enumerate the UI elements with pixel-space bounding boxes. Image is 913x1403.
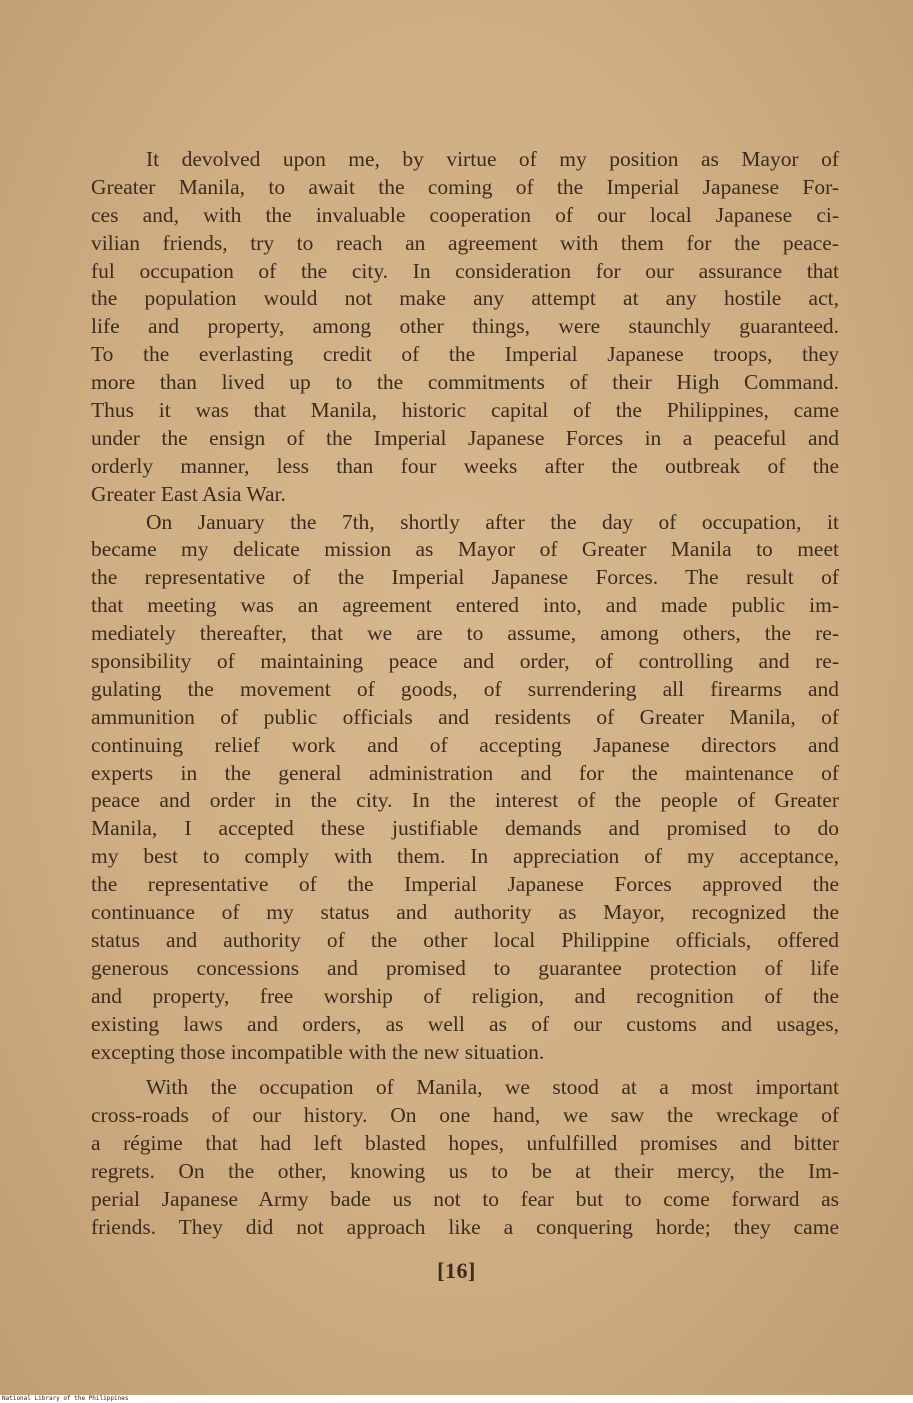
text-line: On January the 7th, shortly after the day of occupation, it: [146, 509, 839, 534]
text-line: continuance of my status and authority as Mayor, recognized the: [91, 900, 839, 925]
text-line: that meeting was an agreement entered into, and made public im-: [91, 593, 839, 618]
text-line: With the occupation of Manila, we stood at a most important: [146, 1075, 839, 1100]
text-line: under the ensign of the Imperial Japanese Forces in a peaceful and: [91, 425, 839, 450]
text-line: life and property, among other things, were staunchly guaranteed.: [91, 314, 839, 339]
text-line: continuing relief work and of accepting Japanese directors and: [91, 732, 839, 757]
library-credit: National Library of the Philippines: [2, 1395, 129, 1402]
text-line: a régime that had left blasted hopes, unfulfilled promises and bitter: [91, 1131, 839, 1156]
text-line: existing laws and orders, as well as of our customs and usages,: [91, 1011, 839, 1036]
text-line: ces and, with the invaluable cooperation of our local Japanese ci-: [91, 202, 839, 227]
page-number: [16]: [437, 1258, 476, 1283]
text-line: peace and order in the city. In the interest of the people of Greater: [91, 788, 839, 813]
text-line: and property, free worship of religion, and recognition of the: [91, 983, 839, 1008]
text-line: cross-roads of our history. On one hand, we saw the wreckage of: [91, 1103, 839, 1128]
text-line: mediately thereafter, that we are to assume, among others, the re-: [91, 621, 839, 646]
text-line: more than lived up to the commitments of their High Command.: [91, 370, 839, 395]
text-line: the population would not make any attempt at any hostile act,: [91, 286, 839, 311]
text-line: Manila, I accepted these justifiable demands and promised to do: [91, 816, 839, 841]
text-line: friends. They did not approach like a conquering horde; they came: [91, 1214, 839, 1239]
text-line: ful occupation of the city. In consideration for our assurance that: [91, 258, 839, 283]
text-line: Thus it was that Manila, historic capital of the Philippines, came: [91, 398, 839, 423]
text-line: Greater East Asia War.: [91, 481, 286, 506]
paragraph-gap: [91, 1066, 839, 1074]
text-line: regrets. On the other, knowing us to be at their mercy, the Im-: [91, 1159, 839, 1184]
text-line: orderly manner, less than four weeks after the outbreak of the: [91, 453, 839, 478]
text-line: perial Japanese Army bade us not to fear but to come forward as: [91, 1186, 839, 1211]
text-line: the representative of the Imperial Japanese Forces. The result of: [91, 565, 839, 590]
text-line: became my delicate mission as Mayor of Greater Manila to meet: [91, 537, 839, 562]
text-line: status and authority of the other local Philippine officials, offered: [91, 927, 839, 952]
text-line: my best to comply with them. In appreciation of my acceptance,: [91, 844, 839, 869]
text-line: ammunition of public officials and residents of Greater Manila, of: [91, 704, 839, 729]
text-line: vilian friends, try to reach an agreement with them for the peace-: [91, 230, 839, 255]
text-line: It devolved upon me, by virtue of my position as Mayor of: [146, 147, 839, 171]
text-line: generous concessions and promised to guarantee protection of life: [91, 955, 839, 980]
text-line: To the everlasting credit of the Imperial Japanese troops, they: [91, 342, 839, 367]
text-line: gulating the movement of goods, of surrendering all firearms and: [91, 676, 839, 701]
text-line: Greater Manila, to await the coming of the Imperial Japanese For-: [91, 174, 839, 199]
text-line: experts in the general administration and for the maintenance of: [91, 760, 839, 785]
body-text: [91, 146, 839, 1242]
text-line: the representative of the Imperial Japanese Forces approved the: [91, 872, 839, 897]
text-line: sponsibility of maintaining peace and order, of controlling and re-: [91, 649, 839, 674]
text-line: excepting those incompatible with the new situation.: [91, 1039, 545, 1064]
